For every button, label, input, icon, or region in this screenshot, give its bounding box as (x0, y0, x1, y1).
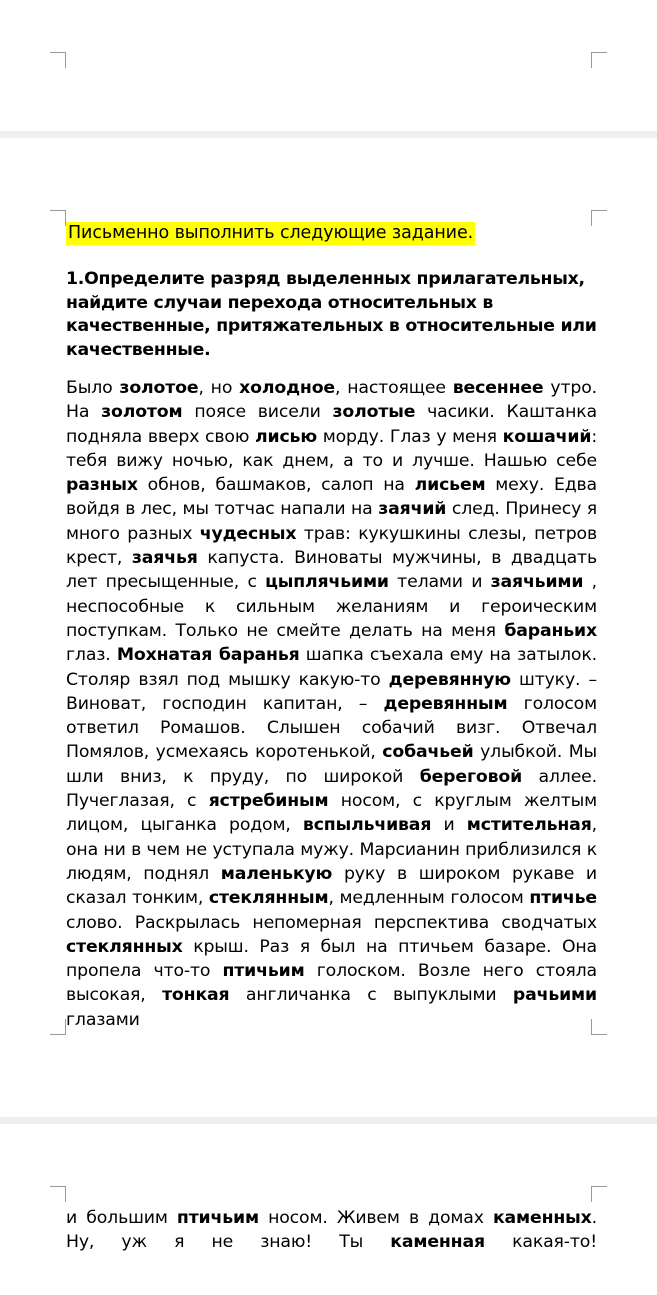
body-text-run: часики. Каштанка подняла вверх свою (66, 402, 597, 447)
body-text-run: телами и (388, 572, 491, 593)
body-text-run: и (431, 815, 467, 836)
bold-adjective: весеннее (452, 378, 544, 398)
body-text-run: голоском. Возле него стояла высокая, (66, 961, 597, 1006)
bold-adjective: птичьим (222, 961, 305, 982)
bold-adjective: разных (66, 475, 138, 496)
highlighted-instruction-text: Письменно выполнить следующие задание. (68, 223, 474, 243)
body-text-run: утро. На (66, 378, 597, 423)
body-text-run: улыбкой. Мы шли вниз, к пруду, по широкой (66, 742, 597, 787)
bold-adjective: лисью (254, 426, 317, 447)
bold-adjective: мстительная (466, 815, 592, 836)
body-text-run: , неспособные к сильным желаниям и героическим поступкам. Только не смейте делать на меня (66, 572, 597, 641)
page-separator-top (0, 131, 657, 138)
bold-adjective: заячья (131, 548, 198, 569)
bold-adjective: стеклянных (66, 936, 183, 957)
bold-adjective: лисьем (414, 475, 486, 496)
text-region-mark-bottom-left (50, 1019, 66, 1035)
body-text-run: англичанка с выпуклыми (229, 985, 513, 1006)
bold-adjective: маленькую (220, 863, 333, 884)
bold-adjective: кошачий (502, 426, 592, 447)
crop-mark-top-left (50, 52, 66, 68)
page-2-text-region-mark-top-left (50, 1186, 66, 1202)
bold-adjective: цыплячьими (265, 572, 389, 593)
body-text-run: голосом ответил Ромашов. Слышен собачий визг. Отвечал Помялов, усмехаясь коротенькой, (66, 693, 597, 763)
bold-adjective: холодное (239, 378, 335, 398)
bold-adjective: вспыльчивая (302, 815, 432, 836)
body-paragraph-page-2 (66, 1206, 597, 1255)
body-text-run: какая-то! (484, 1232, 597, 1253)
body-text-run: , медленным голосом (328, 888, 530, 909)
body-text-run: и большим (66, 1208, 177, 1228)
body-text-run: , настоящее (335, 378, 453, 398)
bold-adjective: чудесных (199, 523, 297, 544)
body-text-run: . Ну, уж я не знаю! Ты (66, 1208, 597, 1253)
body-text-run: руку в широком рукаве и сказал тонким, (66, 863, 597, 909)
bold-adjective: каменная (390, 1232, 485, 1253)
bold-adjective: бараньих (504, 620, 597, 641)
body-text-run: носом, с круглым желтым лицом, цыганка родом, (66, 791, 597, 836)
body-text-run: трав: кукушкины слезы, петров крест, (66, 523, 597, 569)
crop-mark-top-right (591, 52, 607, 68)
body-text-run: крыш. Раз я был на птичьем базаре. Она пропела что-то (66, 936, 597, 982)
page-2-text-region-mark-top-right (591, 1186, 607, 1202)
bold-adjective: заячьими (490, 572, 584, 593)
body-text-run: : тебя вижу ночью, как днем, а то и лучше. Нашью себе (66, 426, 597, 471)
bold-adjective: птичьим (176, 1208, 259, 1228)
bold-adjective: заячий (378, 499, 447, 520)
bold-adjective: каменных (492, 1208, 592, 1228)
body-text-run: поясе висели (182, 402, 333, 423)
body-text-run: меху. Едва войдя в лес, мы тотчас напали на (66, 475, 597, 520)
bold-adjective: золотое (119, 378, 199, 398)
bold-adjective: птичье (529, 888, 597, 909)
body-text-run: глаз. (66, 645, 117, 666)
bold-adjective: золотые (332, 402, 416, 423)
bold-adjective: Мохнатая баранья (116, 645, 300, 666)
body-text-run: аллее. Пучеглазая, с (66, 766, 597, 812)
highlighted-instruction (66, 222, 597, 244)
bold-adjective: рачьими (512, 985, 597, 1006)
bold-adjective: золотом (101, 402, 183, 423)
body-text-run: слово. Раскрылась непомерная перспектива сводчатых (66, 912, 597, 933)
body-text-run: , но (198, 378, 240, 398)
body-text-run: глазами (66, 1009, 140, 1030)
text-region-mark-top-left (50, 210, 66, 226)
bold-adjective: тонкая (162, 985, 230, 1006)
bold-adjective: стеклянным (208, 888, 329, 909)
bold-adjective: деревянную (388, 669, 511, 690)
body-text-run: обнов, башмаков, салоп на (137, 475, 415, 496)
task-heading: 1.Определите разряд выделенных прилагательных, найдите случаи перехода относительных в качественные, притяжательных в относительные или качественные. (66, 269, 597, 360)
bold-adjective: собачьей (382, 742, 474, 763)
body-text-run: шапка съехала ему на затылок. Столяр взял под мышку какую-то (66, 645, 597, 690)
body-text-run: след. Принесу я много разных (66, 499, 598, 544)
bold-adjective: деревянным (383, 693, 508, 714)
body-text-run: Было (66, 378, 120, 398)
body-text-run: штуку. – Виноват, господин капитан, – (66, 669, 597, 714)
body-text-run: , она ни в чем не уступала мужу. Марсианин приблизился к людям, поднял (66, 815, 597, 884)
page-separator-bottom (0, 1117, 657, 1124)
body-text-run: капуста. Виноваты мужчины, в двадцать лет пресыщенные, с (66, 548, 597, 593)
body-text-run: морду. Глаз у меня (316, 426, 503, 447)
body-paragraph-page-1 (66, 376, 597, 1032)
bold-adjective: ястребиным (208, 791, 329, 812)
body-text-run: носом. Живем в домах (258, 1208, 493, 1228)
bold-adjective: береговой (419, 766, 523, 787)
